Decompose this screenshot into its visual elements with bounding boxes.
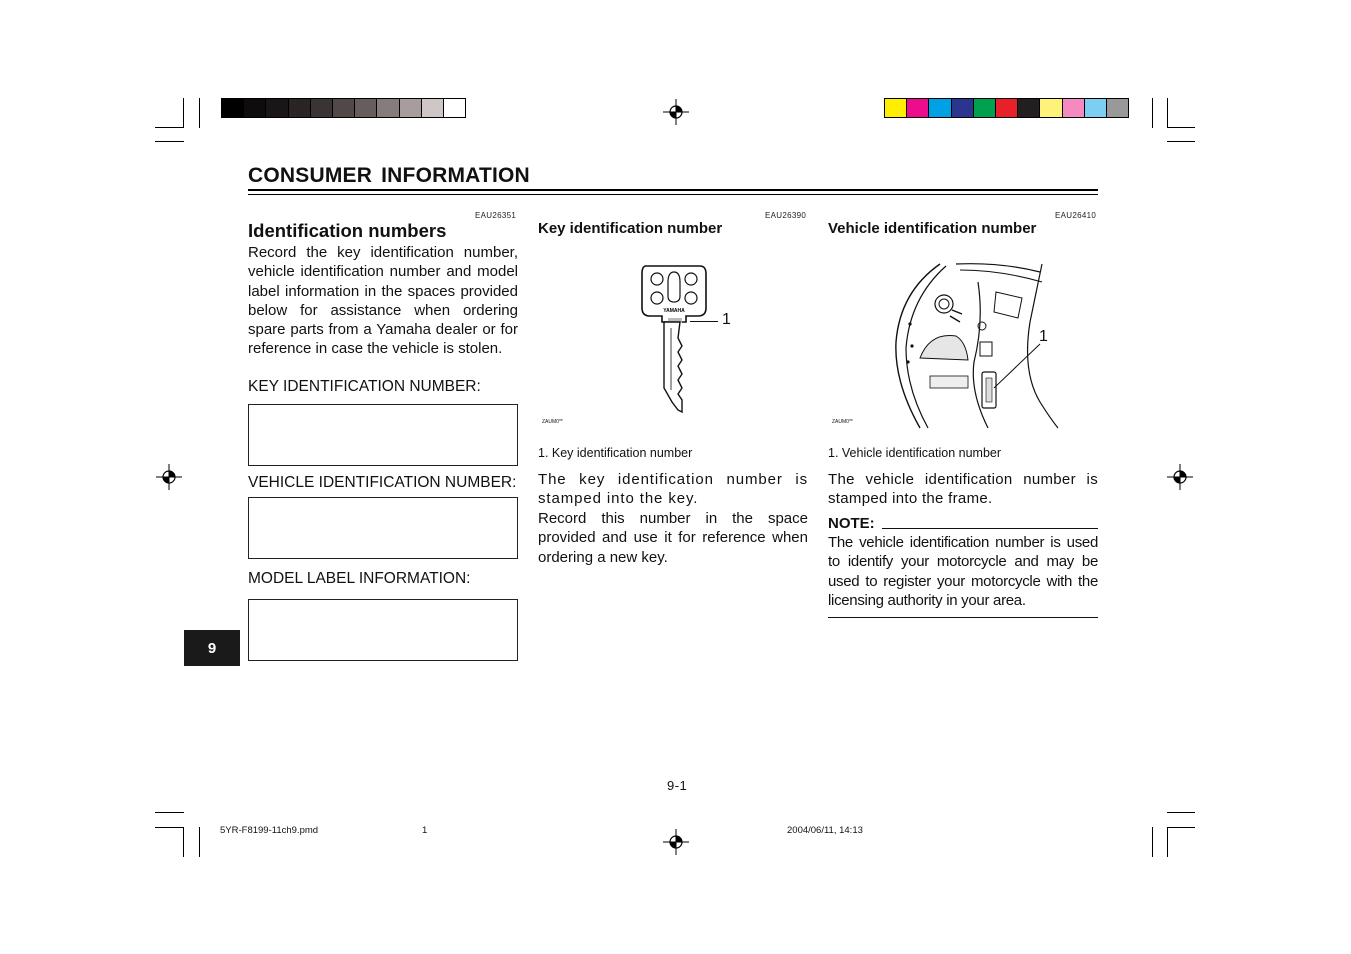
model-label-box[interactable] [248, 599, 518, 661]
color-swatch [884, 98, 907, 118]
figure-code: ZAUM0** [542, 419, 563, 425]
note-body: The vehicle identification number is used to identify your motorcycle and may be used to register your motorcycle with the licensing authority in your area. [828, 534, 1098, 609]
color-swatch [995, 98, 1018, 118]
color-swatch [310, 98, 333, 118]
color-swatch [421, 98, 444, 118]
color-swatch [221, 98, 244, 118]
section-body: Record the key identification number, vehicle identification number and model label information in the spaces provided below for assistance when ordering spare parts from a Yamaha dealer or for reference in case the vehicle is stolen. [248, 244, 518, 358]
note-end-rule [828, 617, 1098, 618]
footer-filename: 5YR-F8199-11ch9.pmd [220, 825, 319, 836]
color-swatch [1062, 98, 1085, 118]
chapter-tab-number: 9 [207, 639, 217, 657]
page-number: 9-1 [667, 778, 688, 793]
color-swatch [973, 98, 996, 118]
note-rule [882, 528, 1098, 529]
key-callout-number: 1 [722, 311, 731, 328]
registration-mark-icon [156, 464, 182, 490]
registration-mark-icon [663, 99, 689, 125]
figure-caption: 1. Vehicle identification number [828, 446, 1002, 460]
section-code: EAU26390 [765, 211, 807, 220]
color-swatch [243, 98, 266, 118]
figure-caption: 1. Key identification number [538, 446, 693, 460]
key-illustration [638, 262, 710, 420]
key-brand: YAMAHA [663, 308, 685, 314]
color-swatch [376, 98, 399, 118]
color-swatch [332, 98, 355, 118]
page-title: CONSUMER INFORMATION [248, 164, 530, 187]
color-swatch [265, 98, 288, 118]
color-swatch [928, 98, 951, 118]
section-heading: Identification numbers [248, 220, 447, 241]
color-swatch [443, 98, 466, 118]
key-id-box[interactable] [248, 404, 518, 466]
color-swatch [1106, 98, 1129, 118]
header-rule-thin [248, 194, 1098, 195]
color-swatch [288, 98, 311, 118]
section-code: EAU26351 [475, 211, 517, 220]
key-id-heading: Key identification number [538, 220, 723, 237]
color-swatch [951, 98, 974, 118]
vehicle-id-label: VEHICLE IDENTIFICATION NUMBER: [248, 474, 517, 491]
model-label-label: MODEL LABEL INFORMATION: [248, 570, 471, 587]
color-swatch [906, 98, 929, 118]
key-id-para-2: Record this number in the space provided and use it for reference when ordering a new key. [538, 510, 808, 566]
color-swatch [1017, 98, 1040, 118]
header-rule [248, 189, 1098, 191]
vehicle-id-para: The vehicle identification number is stamped into the frame. [828, 471, 1098, 508]
chapter-tab[interactable] [184, 630, 240, 666]
color-swatch [399, 98, 422, 118]
color-swatch [1039, 98, 1062, 118]
footer-timestamp: 2004/06/11, 14:13 [787, 825, 863, 836]
vehicle-id-heading: Vehicle identification number [828, 220, 1037, 237]
vehicle-id-box[interactable] [248, 497, 518, 559]
note-label: NOTE: [828, 515, 875, 532]
vehicle-callout-number: 1 [1039, 328, 1048, 345]
frame-illustration [890, 262, 1060, 430]
color-swatch [1084, 98, 1107, 118]
color-swatch [354, 98, 377, 118]
key-callout-line [690, 321, 718, 322]
registration-mark-icon [1167, 464, 1193, 490]
section-code: EAU26410 [1055, 211, 1097, 220]
key-id-para-1: The key identification number is stamped into the key. [538, 471, 808, 508]
registration-mark-icon [663, 829, 689, 855]
key-id-label: KEY IDENTIFICATION NUMBER: [248, 378, 481, 395]
footer-page: 1 [422, 825, 428, 836]
figure-code: ZAUM0** [832, 419, 853, 425]
